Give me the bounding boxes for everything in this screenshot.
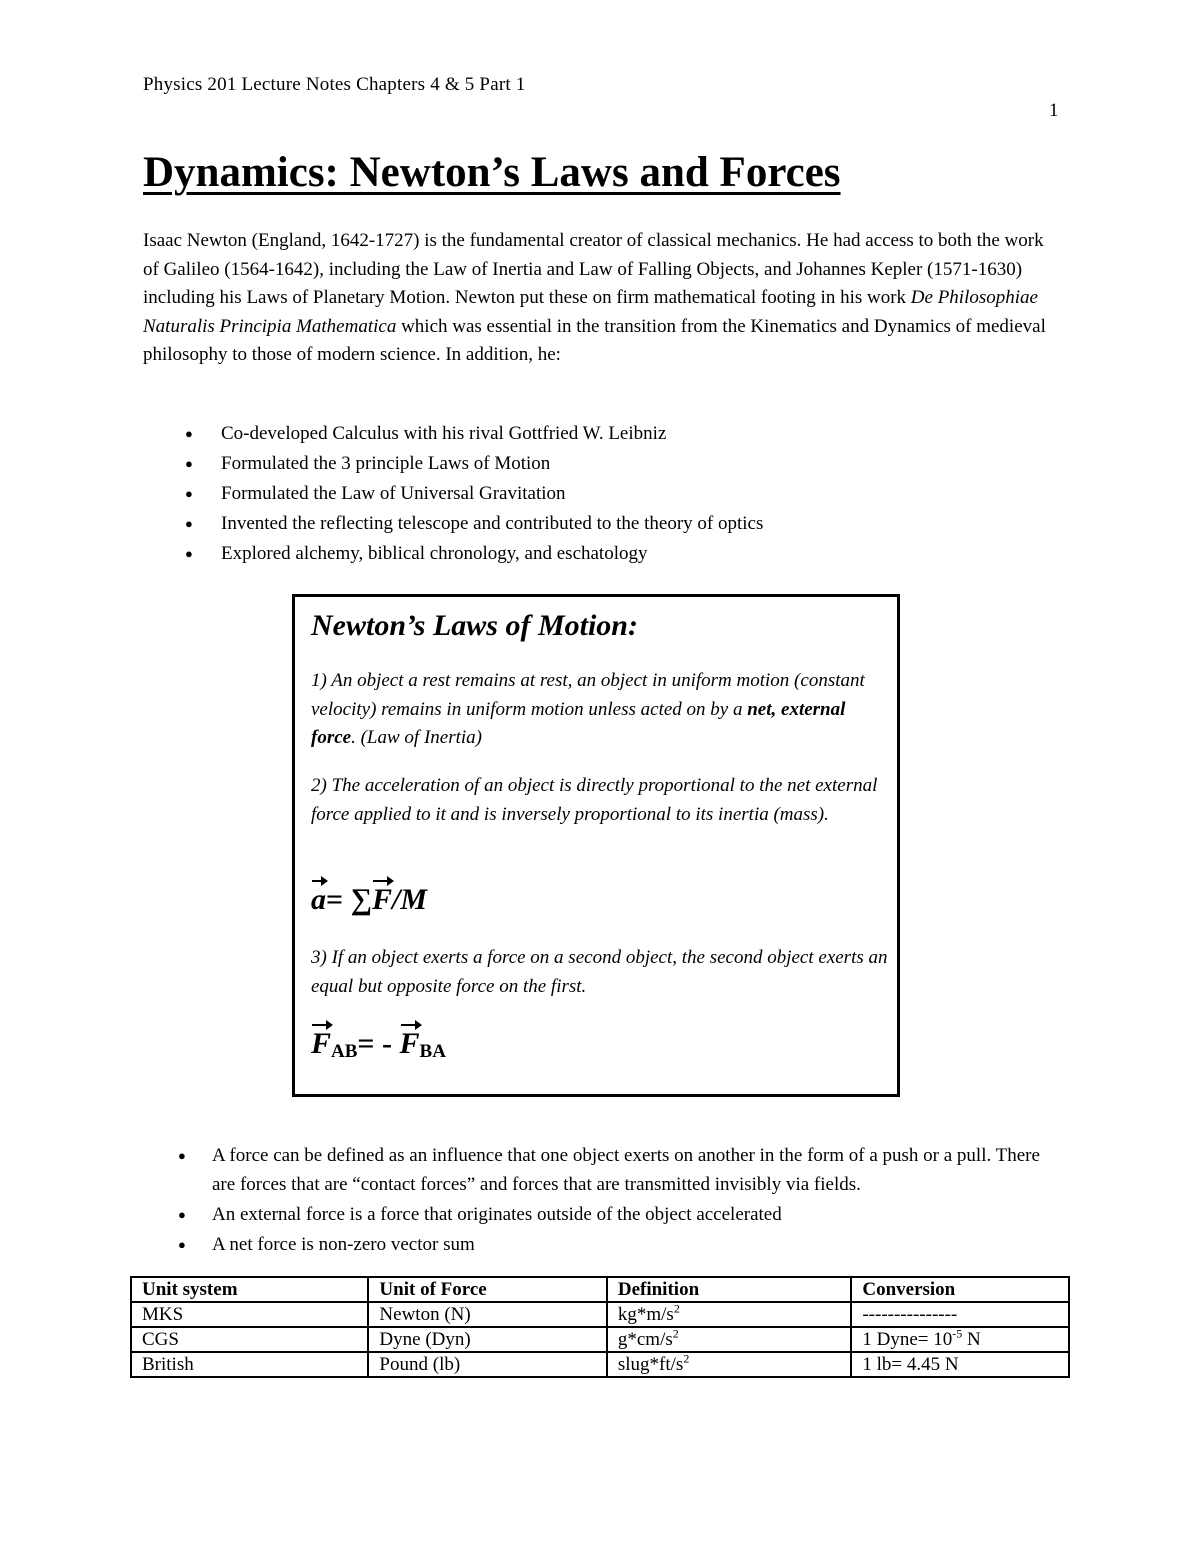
exponent: 2 — [683, 1351, 690, 1366]
list-item — [143, 539, 763, 569]
list-item — [143, 419, 763, 449]
list-item-text: Co-developed Calculus with his rival Gottfried W. Leibniz — [221, 423, 667, 444]
table-cell — [607, 1327, 851, 1352]
table-cell: MKS — [131, 1302, 368, 1327]
conversion-text: 1 lb= 4.45 N — [862, 1354, 959, 1375]
column-header: Definition — [607, 1277, 851, 1302]
bullet-icon: ● — [185, 546, 193, 561]
force-ab-vector: F — [311, 1027, 332, 1060]
intro-text-2: which was essential in the transition from the Kinematics and Dynamics of medieval philosophy to those of modern science. In addition, he: — [143, 315, 1046, 365]
list-item — [143, 1141, 1063, 1199]
bullet-icon: ● — [185, 456, 193, 471]
list-item — [143, 449, 763, 479]
force-notes-list — [143, 1141, 1063, 1260]
bullet-icon: ● — [178, 1237, 186, 1252]
force-vector: F — [371, 883, 392, 916]
column-header: Conversion — [851, 1277, 1069, 1302]
intro-text-1: Isaac Newton (England, 1642-1727) is the fundamental creator of classical mechanics. He had access to both the work of Galileo (1564-1642), including the Law of Inertia and Law of Falling Objects, and Johannes Kepler (1571-1630) including his Laws of Planetary Motion. Newton put these on firm mathematical footing in his work — [143, 230, 1044, 308]
page-number: 1 — [1049, 100, 1059, 121]
exponent: 2 — [672, 1326, 679, 1341]
force-ba-vector: F — [399, 1027, 420, 1060]
table-header-row — [131, 1277, 1069, 1302]
definition-text: kg*m/s — [617, 1304, 674, 1325]
list-item — [143, 479, 763, 509]
table-row — [131, 1302, 1069, 1327]
list-item-text: An external force is a force that originates outside of the object accelerated — [212, 1204, 782, 1225]
list-item-text: Explored alchemy, biblical chronology, and eschatology — [221, 543, 648, 564]
column-header: Unit of Force — [368, 1277, 606, 1302]
exponent: -5 — [952, 1326, 963, 1341]
third-law: 3) If an object exerts a force on a second object, the second object exerts an equal but opposite force on the first. — [311, 947, 888, 997]
principia-title: De Philosophiae Naturalis Principia Mathematica — [143, 287, 1038, 337]
list-item-text: A force can be defined as an influence that one object exerts on another in the form of a push or a pull. There are forces that are “contact forces” and forces that are transmitted invisibly via fields. — [212, 1145, 1040, 1195]
first-law-note: . (Law of Inertia) — [351, 727, 482, 748]
definition-text: g*cm/s — [617, 1329, 673, 1350]
third-law-formula — [311, 1027, 446, 1063]
force-ab-subscript: AB — [331, 1041, 358, 1062]
accomplishments-list — [143, 419, 763, 569]
first-law — [311, 667, 891, 753]
first-law-emphasis: net, external force — [311, 698, 846, 748]
table-cell: British — [131, 1352, 368, 1377]
table-cell — [851, 1352, 1069, 1377]
list-item-text: Invented the reflecting telescope and contributed to the theory of optics — [221, 513, 764, 534]
conversion-text: --------------- — [862, 1304, 958, 1325]
table-cell: CGS — [131, 1327, 368, 1352]
definition-text: slug*ft/s — [617, 1354, 684, 1375]
bullet-icon: ● — [185, 426, 193, 441]
bullet-icon: ● — [178, 1148, 186, 1163]
column-header: Unit system — [131, 1277, 368, 1302]
table-cell: Dyne (Dyn) — [368, 1327, 606, 1352]
force-ba-subscript: BA — [419, 1041, 446, 1062]
list-item — [143, 1230, 1063, 1259]
table-row — [131, 1327, 1069, 1352]
formula-operator: = - — [357, 1027, 400, 1060]
list-item-text: Formulated the Law of Universal Gravitation — [221, 483, 566, 504]
second-law-formula — [311, 883, 427, 917]
list-item-text: A net force is non-zero vector sum — [212, 1234, 475, 1255]
page-title: Dynamics: Newton’s Laws and Forces — [143, 149, 841, 196]
table-cell — [607, 1352, 851, 1377]
list-item-text: Formulated the 3 principle Laws of Motion — [221, 453, 551, 474]
conversion-text: 1 Dyne= 10 — [862, 1329, 953, 1350]
table-cell — [607, 1302, 851, 1327]
formula-mass: /M — [392, 883, 428, 916]
table-cell — [851, 1327, 1069, 1352]
formula-operator: = ∑ — [326, 883, 372, 916]
bullet-icon: ● — [178, 1207, 186, 1222]
table-row — [131, 1352, 1069, 1377]
first-law-text: 1) An object a rest remains at rest, an object in uniform motion (constant velocity) remains in uniform motion unless acted on by a — [311, 670, 865, 720]
laws-box-title: Newton’s Laws of Motion: — [311, 609, 638, 642]
units-table — [130, 1276, 1070, 1378]
intro-paragraph — [143, 227, 1063, 370]
second-law: 2) The acceleration of an object is directly proportional to the net external force applied to it and is inversely proportional to its inertia (mass). — [311, 775, 878, 825]
exponent: 2 — [673, 1301, 680, 1316]
newtons-laws-box — [292, 594, 900, 1097]
table-cell: Newton (N) — [368, 1302, 606, 1327]
conversion-unit: N — [962, 1329, 981, 1350]
table-cell — [851, 1302, 1069, 1327]
list-item — [143, 1200, 1063, 1229]
table-cell: Pound (lb) — [368, 1352, 606, 1377]
acceleration-vector: a — [311, 883, 326, 916]
running-header: Physics 201 Lecture Notes Chapters 4 & 5 Part 1 — [143, 74, 526, 95]
bullet-icon: ● — [185, 516, 193, 531]
list-item — [143, 509, 763, 539]
bullet-icon: ● — [185, 486, 193, 501]
